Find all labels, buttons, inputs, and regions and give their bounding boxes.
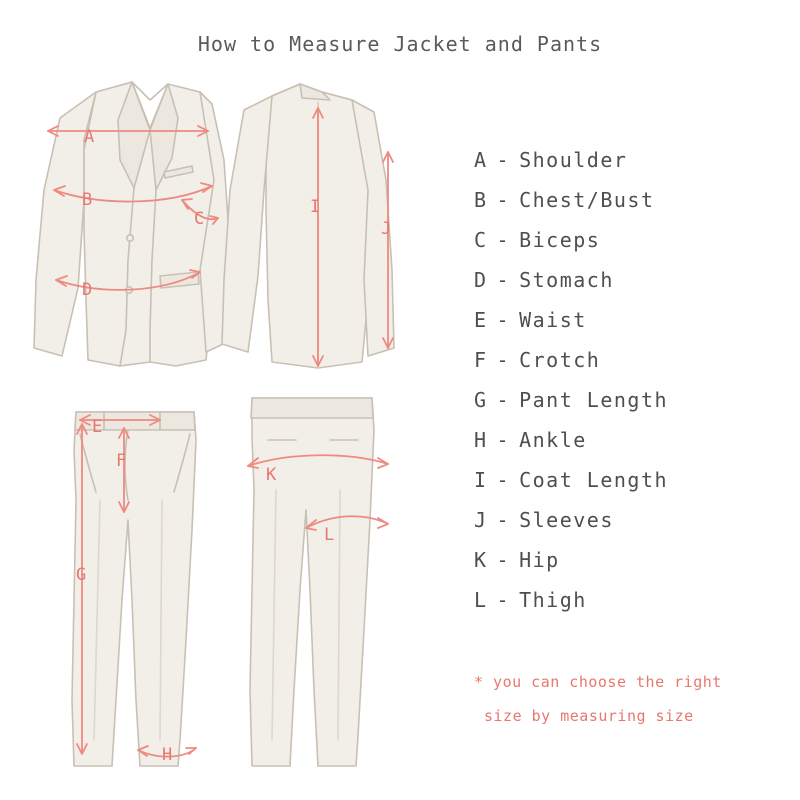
marker-b: B <box>82 190 93 210</box>
legend-key: C <box>474 228 488 252</box>
legend-key: D <box>474 268 488 292</box>
legend-dash: - <box>496 308 511 332</box>
legend-key: J <box>474 508 488 532</box>
marker-d: D <box>82 280 93 300</box>
legend-label: Thigh <box>519 588 587 612</box>
note-line-1: * you can choose the right <box>474 673 722 691</box>
legend-dash: - <box>496 588 511 612</box>
legend-key: B <box>474 188 488 212</box>
measurement-legend <box>474 140 794 620</box>
legend-dash: - <box>496 188 511 212</box>
legend-label: Crotch <box>519 348 601 372</box>
legend-key: I <box>474 468 488 492</box>
legend-label: Biceps <box>519 228 601 252</box>
pants-front-view <box>72 412 196 766</box>
legend-label: Waist <box>519 308 587 332</box>
legend-key: L <box>474 588 488 612</box>
marker-i: I <box>310 197 321 217</box>
marker-f: F <box>116 451 127 471</box>
legend-label: Shoulder <box>519 148 628 172</box>
legend-item-j <box>474 500 794 540</box>
legend-key: F <box>474 348 488 372</box>
legend-label: Stomach <box>519 268 614 292</box>
legend-dash: - <box>496 348 511 372</box>
legend-item-l <box>474 580 794 620</box>
legend-item-e <box>474 300 794 340</box>
marker-k: K <box>266 465 277 485</box>
note-line-2: size by measuring size <box>484 707 694 725</box>
note-block <box>474 665 794 733</box>
legend-label: Coat Length <box>519 468 669 492</box>
legend-label: Hip <box>519 548 560 572</box>
marker-e: E <box>92 417 103 437</box>
legend-dash: - <box>496 268 511 292</box>
legend-label: Pant Length <box>519 388 669 412</box>
legend-dash: - <box>496 468 511 492</box>
legend-label: Ankle <box>519 428 587 452</box>
marker-h: H <box>162 745 173 765</box>
legend-dash: - <box>496 228 511 252</box>
legend-dash: - <box>496 428 511 452</box>
legend-dash: - <box>496 148 511 172</box>
legend-key: E <box>474 308 488 332</box>
marker-g: G <box>76 565 87 585</box>
legend-dash: - <box>496 508 511 532</box>
legend-key: H <box>474 428 488 452</box>
legend-item-i <box>474 460 794 500</box>
legend-item-a <box>474 140 794 180</box>
legend-dash: - <box>496 548 511 572</box>
legend-key: K <box>474 548 488 572</box>
legend-item-h <box>474 420 794 460</box>
legend-label: Chest/Bust <box>519 188 655 212</box>
legend-item-g <box>474 380 794 420</box>
legend-item-d <box>474 260 794 300</box>
marker-l: L <box>324 525 335 545</box>
marker-c: C <box>194 209 205 229</box>
legend-item-c <box>474 220 794 260</box>
jacket-back-view <box>222 84 394 368</box>
legend-label: Sleeves <box>519 508 614 532</box>
page-title: How to Measure Jacket and Pants <box>197 32 603 56</box>
marker-a: A <box>84 127 95 147</box>
pants-back-view <box>250 398 374 766</box>
legend-key: G <box>474 388 488 412</box>
legend-dash: - <box>496 388 511 412</box>
legend-item-b <box>474 180 794 220</box>
marker-j: J <box>381 219 392 239</box>
legend-key: A <box>474 148 488 172</box>
legend-item-f <box>474 340 794 380</box>
legend-item-k <box>474 540 794 580</box>
